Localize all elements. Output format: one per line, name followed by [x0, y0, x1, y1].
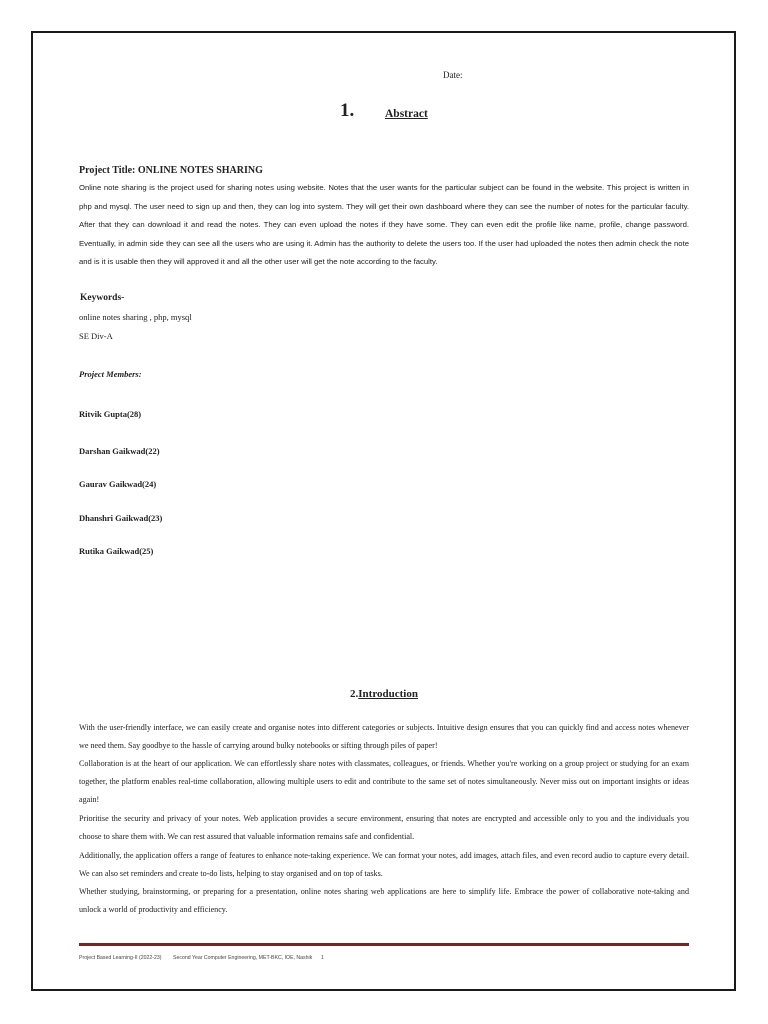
- footer-page-number: 1: [320, 955, 324, 961]
- intro-paragraph-5: Whether studying, brainstorming, or preparing for a presentation, online notes sharing web applications are here to simplify life. Embrace the power of collaborative note-taking and unlock a world of productivity and efficiency.: [79, 887, 689, 915]
- intro-paragraph-1: With the user-friendly interface, we can easily create and organise notes into different categories or subjects. Intuitive design ensures that you can quickly find and access notes whenever we need them. Say goodbye to the hassle of carrying around bulky notebooks or sifting through piles of paper!: [79, 723, 689, 751]
- project-members-label: Project Members:: [79, 369, 142, 379]
- section-2-title: Introduction: [358, 688, 418, 700]
- intro-paragraph-4: Additionally, the application offers a range of features to enhance note-taking experience. We can format your notes, add images, attach files, and even record audio to capture every detail. We can also set reminders and create to-do lists, helping to stay organised and on top of tasks.: [79, 851, 689, 879]
- member-name: Darshan Gaikwad(22): [79, 446, 160, 456]
- footer-course: Project Based Learning-II (2022-23): [79, 955, 162, 961]
- section-1-title: Abstract: [385, 108, 428, 120]
- keywords-label: Keywords-: [80, 293, 125, 303]
- division-text: SE Div-A: [79, 331, 113, 341]
- intro-paragraph-2: Collaboration is at the heart of our application. We can effortlessly share notes with classmates, colleagues, or friends. Whether you're working on a group project or studying for an exam together, the platform enables real-time collaboration, allowing multiple users to edit and contribute to the same set of notes simultaneously. Never miss out on important insights or ideas again!: [79, 759, 689, 805]
- footer-rule: [79, 943, 689, 946]
- footer-department: Second Year Computer Engineering, MET-BKC, IOE, Nashik: [173, 955, 313, 961]
- keywords-text: online notes sharing , php, mysql: [79, 312, 192, 322]
- section-2-number: 2.: [350, 688, 359, 700]
- member-name: Ritvik Gupta(28): [79, 409, 142, 419]
- project-title: Project Title: ONLINE NOTES SHARING: [79, 165, 263, 176]
- intro-paragraph-3: Prioritise the security and privacy of your notes. Web application provides a secure environment, ensuring that notes are encrypted and accessible only to you and the individuals you choose to share them with. We can rest assured that valuable information remains safe and confidential.: [79, 814, 689, 842]
- member-name: Gaurav Gaikwad(24): [79, 479, 157, 489]
- page-footer: [79, 955, 324, 961]
- section-2-heading: [0, 688, 768, 700]
- abstract-paragraph: Online note sharing is the project used for sharing notes using website. Notes that the user wants for the particular subject can be found in the website. This project is written in php and mysql. The user need to sign up and then, they can log into system. They will get their own dashboard where they can see the number of notes for the particular faculty. After that they can download it and read the notes. They can even upload the notes if they have some. They can even edit the profile like name, profile, change password. Eventually, in admin side they can see all the users who are using it. Admin has the authority to delete the users too. If the user had uploaded the notes then admin check the note and is it is usable then they will approved it and all the other user will get the note according to the faculty.: [79, 183, 689, 266]
- section-1-number: 1.: [340, 100, 355, 121]
- member-name: Rutika Gaikwad(25): [79, 546, 154, 556]
- member-name: Dhanshri Gaikwad(23): [79, 513, 163, 523]
- date-label: Date:: [443, 70, 463, 80]
